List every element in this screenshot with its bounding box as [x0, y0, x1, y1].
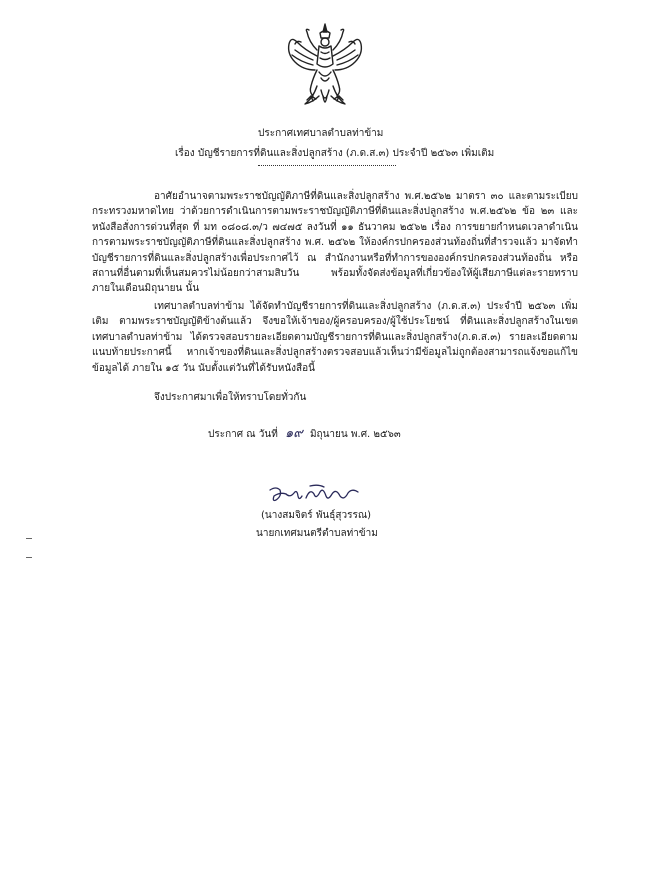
body-paragraph-2: เทศบาลตำบลท่าข้าม ได้จัดทำบัญชีรายการที่ดินและสิ่งปลูกสร้าง (ภ.ด.ส.๓) ประจำปี ๒๕๖๓ เพิ่มเติม ตามพระราชบัญญัติข้างต้นแล้ว จึงขอให้เจ้าของ/ผู้ครอบครอง/ผู้ใช้ประโยชน์ ที่ดินและสิ่งปลูกสร้างในเขตเทศบาลตำบลท่าข้าม ได้ตรวจสอบรายละเอียดตามบัญชีรายการที่ดินและสิ่งปลูกสร้าง(ภ.ด.ส.๓) รายละเอียดตามแนบท้ายประกาศนี้ หากเจ้าของที่ดินและสิ่งปลูกสร้างตรวจสอบแล้วเห็นว่ามีข้อมูลไม่ถูกต้องสามารถแจ้งขอแก้ไขข้อมูลได้ ภายใน ๑๕ วัน นับตั้งแต่วันที่ได้รับหนังสือนี้	[92, 301, 578, 374]
signatory-name: (นางสมจิตร์ พันธุ์สุวรรณ)	[261, 510, 372, 521]
margin-mark	[26, 538, 32, 539]
subject-divider-dotted	[258, 165, 396, 166]
garuda-emblem-icon	[283, 20, 367, 112]
date-day-handwritten: ๑๙	[284, 426, 303, 441]
date-month-year: มิถุนายน พ.ศ. ๒๕๖๓	[309, 429, 401, 440]
announcement-issuer-title: ประกาศเทศบาลตำบลท่าข้าม	[258, 128, 384, 139]
closing-statement: จึงประกาศมาเพื่อให้ทราบโดยทั่วกัน	[154, 392, 307, 403]
announcement-subject: เรื่อง บัญชีรายการที่ดินและสิ่งปลูกสร้าง (ภ.ด.ส.๓) ประจำปี ๒๕๖๓ เพิ่มเติม	[175, 148, 495, 159]
date-line	[208, 427, 401, 441]
date-prefix: ประกาศ ณ วันที่	[208, 429, 278, 440]
body-paragraph-1: อาศัยอำนาจตามพระราชบัญญัติภาษีที่ดินและสิ่งปลูกสร้าง พ.ศ.๒๕๖๒ มาตรา ๓๐ และตามระเบียบกระทรวงมหาดไทย ว่าด้วยการดำเนินการตามพระราชบัญญัติภาษีที่ดินและสิ่งปลูกสร้าง พ.ศ.๒๕๖๒ ข้อ ๒๓ และหนังสือสั่งการด่วนที่สุด ที่ มท ๐๘๐๘.๓/ว ๗๔๗๕ ลงวันที่ ๑๑ ธันวาคม ๒๕๖๒ เรื่อง การขยายกำหนดเวลาดำเนินการตามพระราชบัญญัติภาษีที่ดินและสิ่งปลูกสร้าง พ.ศ. ๒๕๖๒ ให้องค์กรปกครองส่วนท้องถิ่นที่สำรวจแล้ว มาจัดทำบัญชีรายการที่ดินและสิ่งปลูกสร้างเพื่อประกาศไว้ ณ สำนักงานหรือที่ทำการขององค์กรปกครองส่วนท้องถิ่น หรือสถานที่อื่นตามที่เห็นสมควรไม่น้อยกว่าสามสิบวัน พร้อมทั้งจัดส่งข้อมูลที่เกี่ยวข้องให้ผู้เสียภาษีแต่ละรายทราบภายในเดือนมิถุนายน นั้น	[92, 191, 578, 295]
handwritten-signature	[266, 484, 366, 506]
margin-mark	[26, 557, 32, 558]
signatory-position: นายกเทศมนตรีตำบลท่าข้าม	[256, 528, 378, 539]
